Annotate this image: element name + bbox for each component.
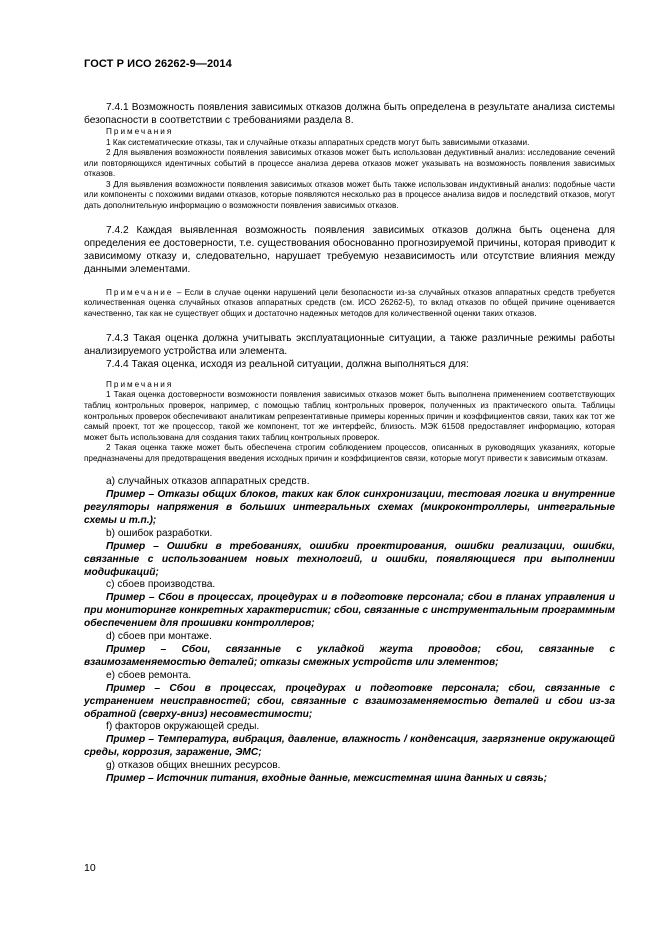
- list-item: d) сбоев при монтаже.: [106, 631, 212, 643]
- note-item: 2 Такая оценка также может быть обеспечена строгим соблюдением процессов, описанных в руководящих указаниях, которые предназначены для предотвращения введения исходных причин и коэффициентов связи, которые могут привести к зависимым отказам.: [84, 443, 615, 463]
- example-text: Пример – Источник питания, входные данные, межсистемная шина данных и связь;: [106, 773, 548, 785]
- note-text: – Если в случае оценки нарушений цели безопасности из-за случайных отказов аппаратных средств требуется количественная оценка случайных отказов аппаратных средств (см. ИСО 26262-5), то вклад отказов по общей причине оценивается качественно, так как не существует общих и достаточно надежных методов для количественной оценки таких отказов.: [84, 287, 615, 319]
- example-text: Пример – Температура, вибрация, давление, влажность / конденсация, загрязнение окружающей среды, коррозия, заражение, ЭМС;: [84, 734, 615, 759]
- example-text: Пример – Ошибки в требованиях, ошибки проектирования, ошибки реализации, ошибки, связанные с использованием новых технологий, и ошибки, появляющиеся при выполнении модификаций;: [84, 540, 615, 578]
- list-item: е) сбоев ремонта.: [106, 669, 192, 681]
- clause-7-4-4: 7.4.4 Такая оценка, исходя из реальной ситуации, должна выполняться для:: [106, 358, 469, 370]
- notes-title: Примечания: [106, 379, 174, 389]
- list-item: b) ошибок разработки.: [106, 527, 213, 539]
- note-item: 3 Для выявления возможности появления зависимых отказов может быть также использован индуктивный анализ: подобные части или компоненты с похожими видами отказов, которые появляются несколько раз в процессе анализа видов и последствий отказов, могут дать дополнительную информацию о возможности появления зависимых отказов.: [84, 179, 615, 211]
- list-item: f) факторов окружающей среды.: [106, 721, 260, 733]
- example-text: Пример – Отказы общих блоков, таких как блок синхронизации, тестовая логика и внутренние регуляторы напряжения в больших интегральных схемах (микроконтроллеры, интегральные схемы и т.п.);: [84, 489, 615, 526]
- list-item: g) отказов общих внешних ресурсов.: [106, 760, 281, 772]
- note-item: 1 Такая оценка достоверности возможности появления зависимых отказов может быть выполнена применением соответствующих таблиц контрольных проверок, например, с помощью таблиц контрольных проверок, полученных из практического опыта. Таблицы контрольных проверок обеспечивают аналитикам репрезентативные примеры коренных причин и коэффициентов связи, таких как тот же самый проект, тот же процессор, такой же компонент, тот же интерфейс, близость. МЭК 61508 предоставляет информацию, которая может быть использована для создания таких таблиц контрольных проверок.: [84, 390, 615, 442]
- example-text: Пример – Сбои в процессах, процедурах и подготовке персонала; сбои, связанные с устранением неисправностей; сбои, связанные с взаимозаменяемостью деталей и сбои из-за обратной (сверху-вниз) несовместимости;: [84, 682, 615, 720]
- example-text: Пример – Сбои, связанные с укладкой жгута проводов; сбои, связанные с взаимозаменяемостью деталей; отказы смежных устройств или элементов;: [84, 644, 615, 668]
- list-item: а) случайных отказов аппаратных средств.: [106, 476, 310, 488]
- page-body: [84, 101, 615, 786]
- list-item: с) сбоев производства.: [106, 579, 216, 591]
- clause-7-4-2: 7.4.2 Каждая выявленная возможность появления зависимых отказов должна быть оценена для определения ее достоверности, т.е. существования обоснованно прогнозируемой причины, которая приводит к зависимому отказу и, следовательно, нарушает требуемую независимость или отсутствие влияния между данными элементами.: [84, 224, 615, 275]
- note-item: 2 Для выявления возможности появления зависимых отказов может быть использован дедуктивный анализ: исследование сечений или повторяющихся идентичных событий в процессе анализа дерева отказов может указывать на возможность появления зависимых отказов.: [84, 148, 615, 179]
- note-label: Примечание: [106, 287, 174, 297]
- notes-title: Примечания: [106, 127, 174, 137]
- document-header: ГОСТ Р ИСО 26262-9—2014: [84, 58, 232, 70]
- example-text: Пример – Сбои в процессах, процедурах и в подготовке персонала; сбои в планах управления и при мониторинге конкретных характеристик; сбои, связанные с инструментальным программным обеспечением для прошивки контроллеров;: [84, 592, 615, 630]
- page-number: 10: [84, 862, 96, 874]
- note-item: 1 Как систематические отказы, так и случайные отказы аппаратных средств могут быть зависимыми отказами.: [106, 137, 530, 147]
- note-single: [84, 288, 615, 320]
- clause-7-4-1: 7.4.1 Возможность появления зависимых отказов должна быть определена в результате анализа системы безопасности в соответствии с требованиями раздела 8.: [84, 102, 615, 127]
- clause-7-4-3: 7.4.3 Такая оценка должна учитывать эксплуатационные ситуации, а также различные режимы работы анализируемого устройства или элемента.: [84, 332, 615, 357]
